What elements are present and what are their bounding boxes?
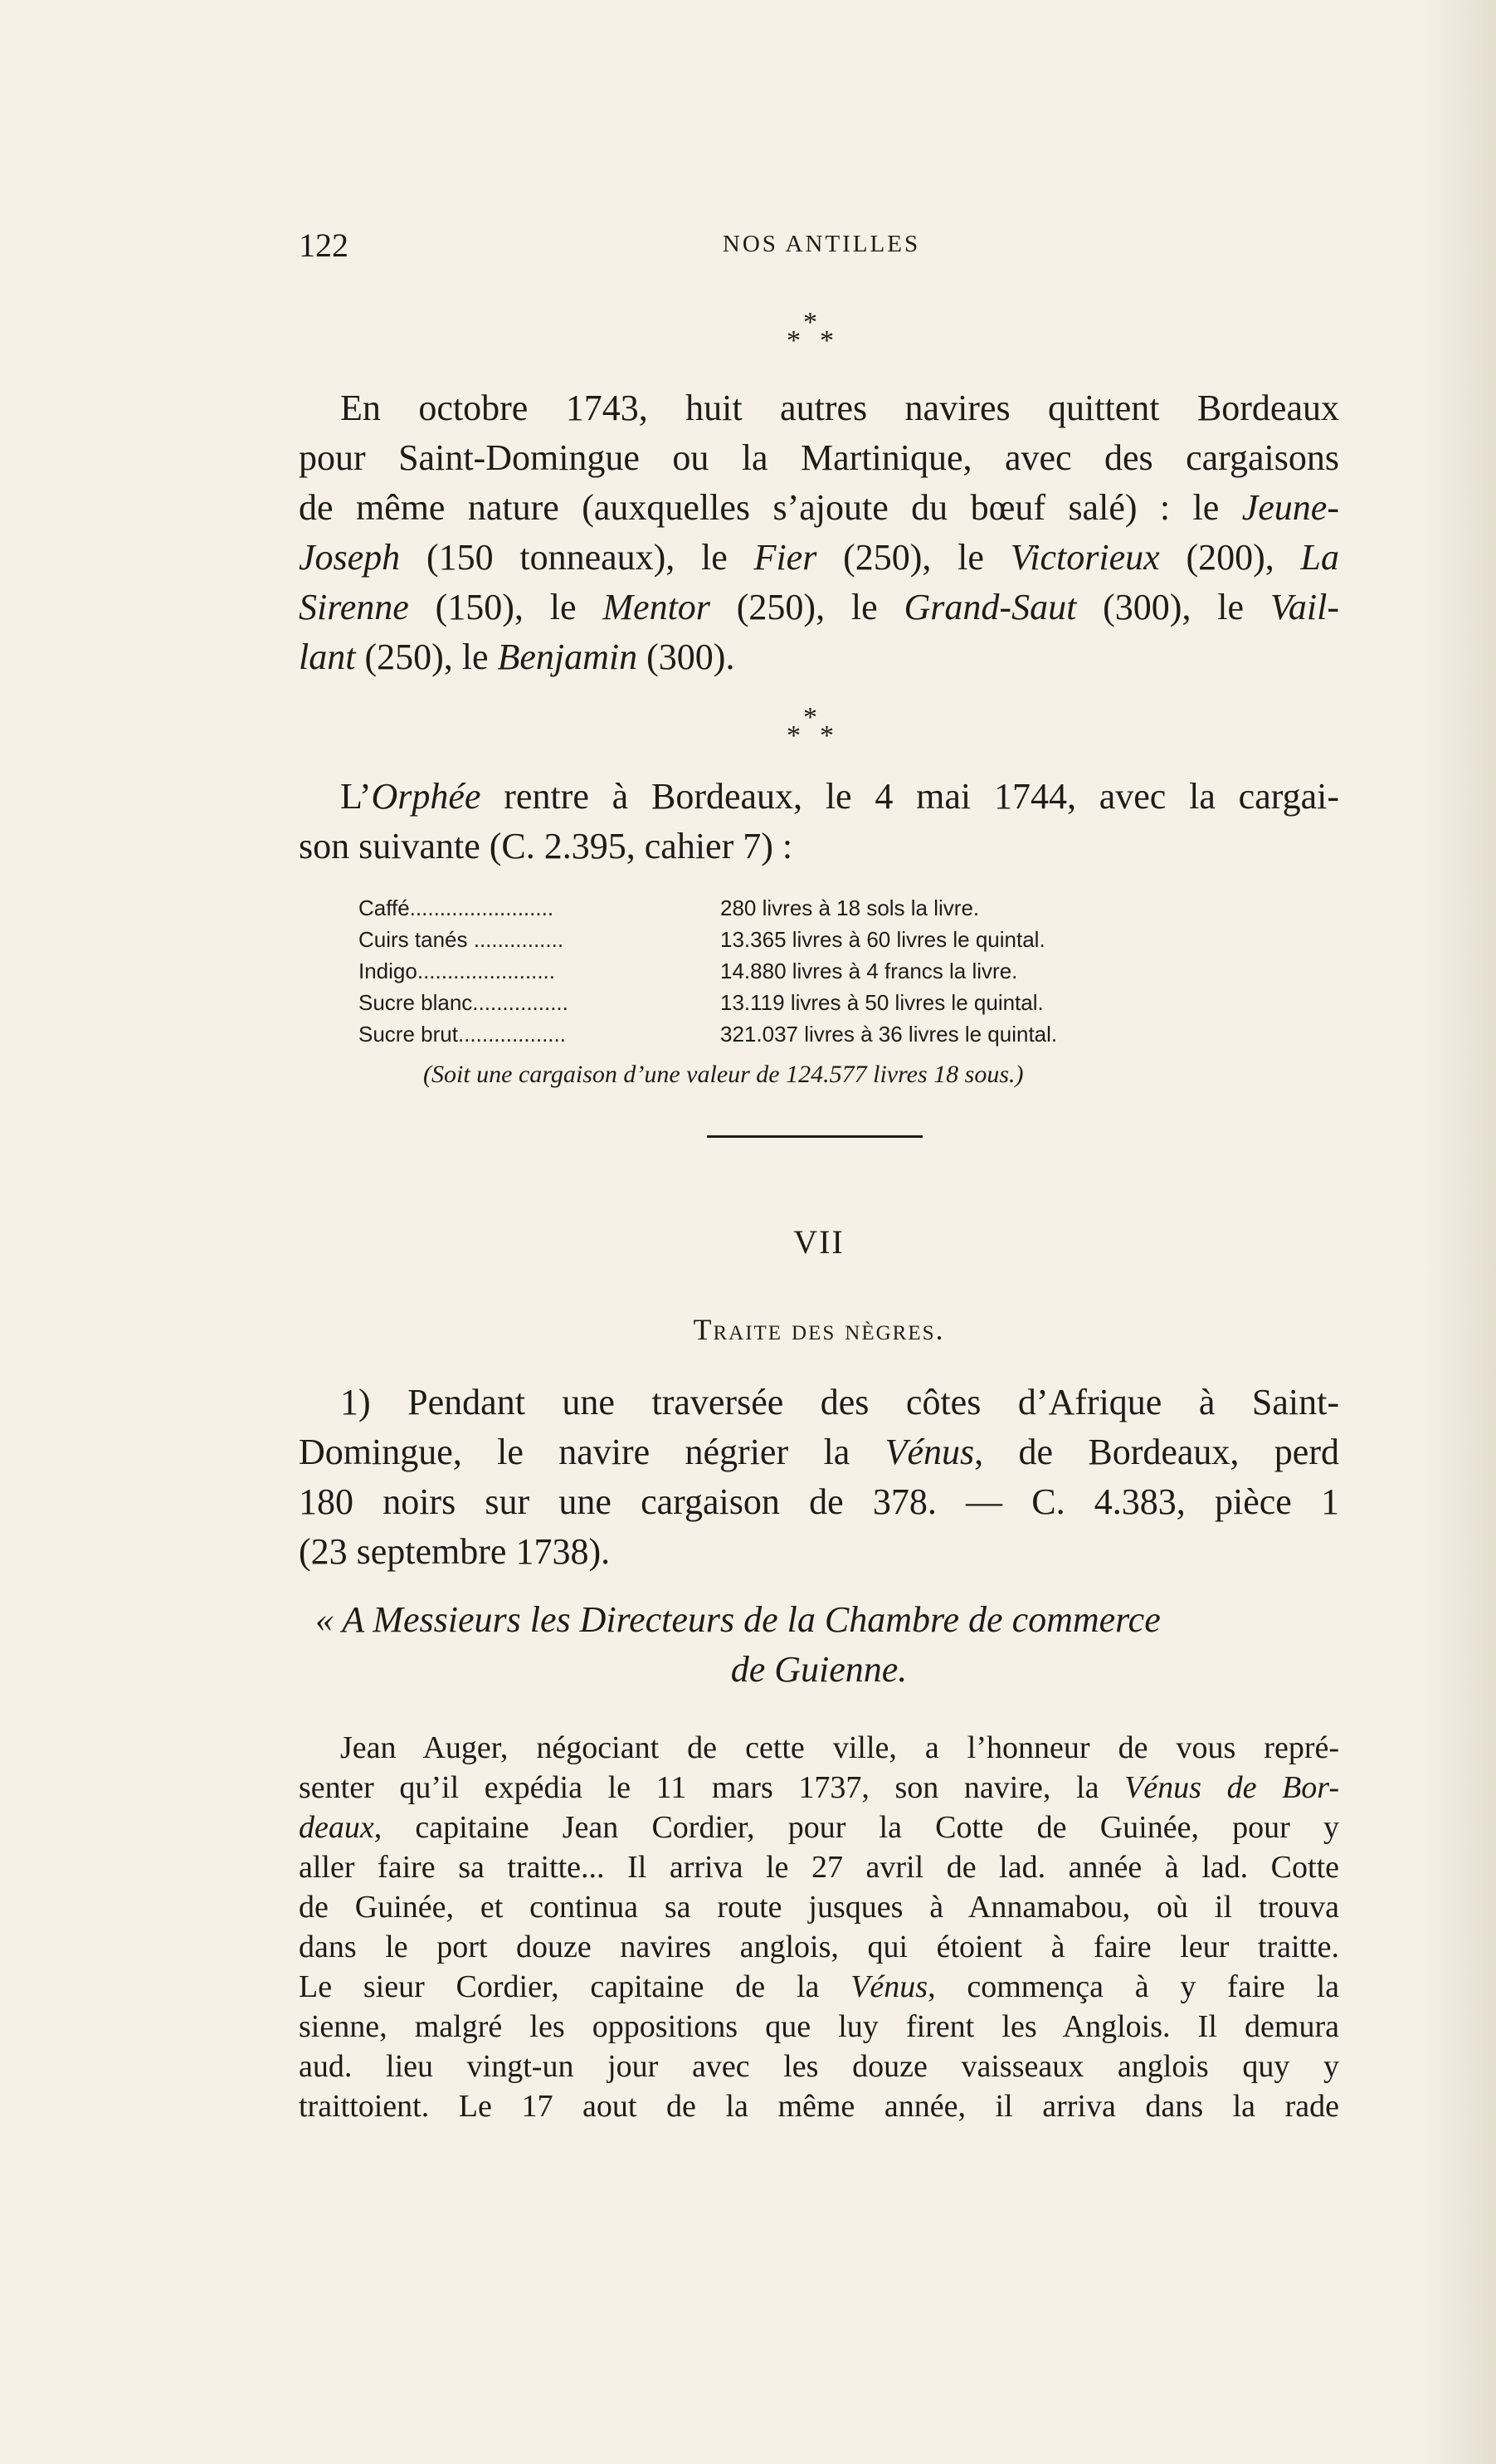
cargo-detail: 13.365 livres à 60 livres le quintal. (720, 927, 1045, 952)
separator-star: * (787, 720, 801, 751)
ship-name: Orphée (371, 776, 481, 817)
text-line: aud. lieu vingt-un jour avec les douze vaisseaux anglois quy y (299, 2049, 1339, 2084)
running-title: NOS ANTILLES (722, 231, 921, 257)
text-line: Joseph (150 tonneaux), le Fier (250), le Victorieux (200), La (299, 537, 1339, 578)
cargo-row (358, 924, 1321, 955)
cargo-item: Cuirs tanés ............... (358, 927, 564, 952)
paragraph-orphee (299, 772, 1339, 871)
text-line: de même nature (auxquelles s’ajoute du bœuf salé) : le Jeune- (299, 487, 1339, 528)
cargo-list (358, 892, 1321, 1050)
text-line: (23 septembre 1738). (299, 1531, 611, 1572)
cargo-item: Indigo....................... (358, 959, 555, 983)
ship-name: Fier (753, 537, 817, 578)
ship-name: Sirenne (299, 587, 409, 627)
ship-name: Grand-Saut (904, 587, 1077, 627)
ship-name: Vail- (1269, 587, 1340, 627)
text-line: Sirenne (150), le Mentor (250), le Grand-Saut (300), le Vail- (299, 587, 1340, 627)
text-line: aller faire sa traitte... Il arriva le 27 avril de lad. année à lad. Cotte (299, 1850, 1339, 1885)
text-line: lant (250), le Benjamin (300). (299, 637, 735, 677)
cargo-detail: 14.880 livres à 4 francs la livre. (720, 959, 1018, 983)
chapter-title-text: Traite des nègres. (693, 1313, 945, 1346)
separator-star: * (803, 702, 817, 733)
paragraph-ships-1743 (299, 383, 1339, 682)
text-line: sienne, malgré les oppositions que luy firent les Anglois. Il demura (299, 2009, 1339, 2044)
text-line: Domingue, le navire négrier la Vénus, de Bordeaux, perd (299, 1432, 1339, 1472)
cargo-item: Sucre blanc................ (358, 990, 568, 1015)
text-line: 1) Pendant une traversée des côtes d’Afrique à Saint- (340, 1382, 1339, 1422)
ship-name: Joseph (299, 537, 401, 578)
text-line: de Guinée, et continua sa route jusques à Annamabou, où il trouva (299, 1890, 1339, 1925)
text-line: traittoient. Le 17 aout de la même année, il arriva dans la rade (299, 2089, 1339, 2124)
ship-name: Jeune- (1241, 487, 1339, 528)
page-number: 122 (299, 227, 348, 264)
ship-name: Vénus (884, 1432, 975, 1472)
ship-name: lant (299, 637, 356, 677)
separator-star: * (787, 325, 801, 356)
separator-star: * (820, 325, 834, 356)
cargo-row (358, 987, 1321, 1018)
text-line: pour Saint-Domingue ou la Martinique, avec des cargaisons (299, 437, 1339, 478)
text-line: Le sieur Cordier, capitaine de la Vénus, commença à y faire la (299, 1969, 1339, 2004)
text-line: Jean Auger, négociant de cette ville, a l’honneur de vous repré- (340, 1730, 1339, 1765)
cargo-row (358, 955, 1321, 987)
text-line: deaux, capitaine Jean Cordier, pour la Cotte de Guinée, pour y (299, 1810, 1339, 1845)
page-header (299, 226, 1344, 267)
cargo-row (358, 892, 1321, 924)
text-line: 180 noirs sur une cargaison de 378. — C. 4.383, pièce 1 (299, 1481, 1339, 1522)
cargo-item: Sucre brut.................. (358, 1022, 566, 1047)
text-line: L’Orphée rentre à Bordeaux, le 4 mai 1744, avec la cargai- (340, 776, 1339, 817)
ship-name: Vénus de Bor- (1124, 1770, 1339, 1805)
section-separator (787, 307, 836, 356)
text-line: En octobre 1743, huit autres navires quittent Bordeaux (340, 388, 1339, 428)
cargo-item: Caffé........................ (358, 895, 554, 920)
cargo-detail: 280 livres à 18 sols la livre. (720, 895, 980, 920)
ship-name: Mentor (602, 587, 710, 627)
text-line: dans le port douze navires anglois, qui étoient à faire leur traitte. (299, 1930, 1339, 1964)
cargo-row (358, 1018, 1321, 1050)
letter-body (299, 1728, 1339, 2126)
section-separator (787, 702, 836, 751)
text-line: son suivante (C. 2.395, cahier 7) : (299, 826, 793, 866)
separator-star: * (820, 720, 834, 751)
separator-star: * (803, 307, 817, 338)
paragraph-venus-voyage (299, 1378, 1339, 1577)
cargo-detail: 13.119 livres à 50 livres le quintal. (720, 990, 1044, 1015)
section-rule (707, 1135, 923, 1138)
ship-name: Victorieux (1010, 537, 1160, 578)
ship-name: La (1300, 537, 1339, 578)
address-line: « A Messieurs les Directeurs de la Chambre de commerce (315, 1599, 1161, 1640)
letter-address (299, 1595, 1339, 1695)
ship-name: deaux (299, 1810, 374, 1845)
ship-name: Benjamin (497, 637, 638, 677)
address-line: de Guienne. (730, 1649, 908, 1690)
chapter-title (0, 1312, 1496, 1347)
text-line: senter qu’il expédia le 11 mars 1737, son navire, la Vénus de Bor- (299, 1770, 1339, 1805)
cargo-total: (Soit une cargaison d’une valeur de 124.577 livres 18 sous.) (423, 1061, 1024, 1088)
cargo-detail: 321.037 livres à 36 livres le quintal. (720, 1022, 1058, 1047)
chapter-number: VII (793, 1223, 845, 1261)
ship-name: Vénus (850, 1969, 928, 2004)
